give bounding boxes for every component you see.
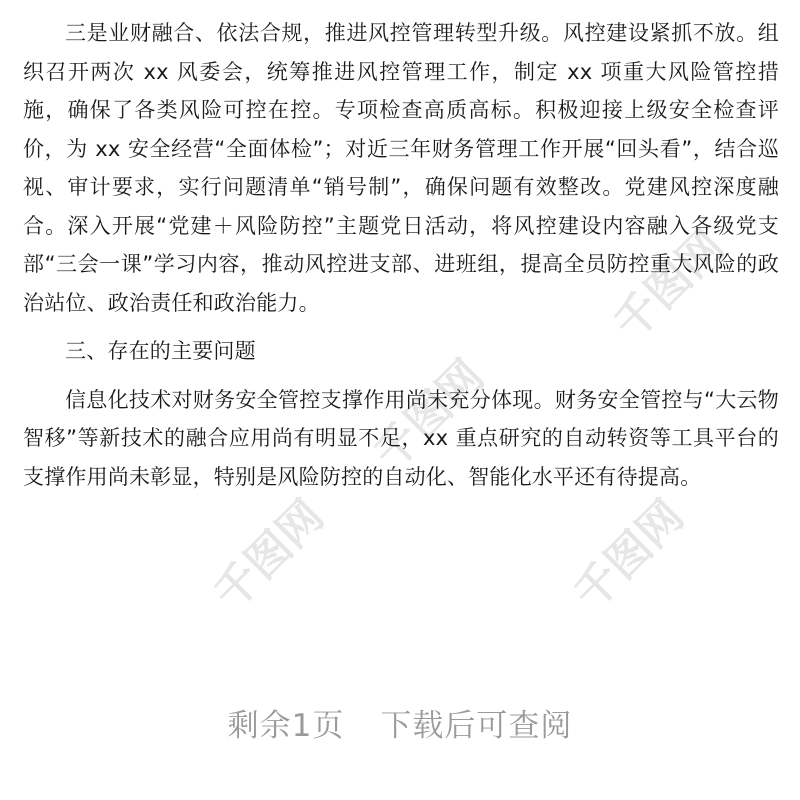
document-body — [23, 14, 779, 496]
watermark: 千图网 — [205, 491, 334, 620]
watermark: 千图网 — [365, 351, 494, 480]
remaining-pages-banner[interactable] — [0, 700, 800, 745]
watermark: 千图网 — [565, 491, 694, 620]
section-heading: 三、存在的主要问题 — [65, 339, 256, 363]
remaining-pages-label: 剩余1页 — [227, 708, 345, 744]
download-prompt-link[interactable]: 下载后可查阅 — [380, 708, 573, 744]
paragraph-risk-control: 三是业财融合、依法合规，推进风控管理转型升级。风控建设紧抓不放。组织召开两次 xx 风委会，统筹推进风控管理工作，制定 xx 项重大风险管控措施，确保了各类风险可控在控。专项检查高质高标。积极迎接上级安全检查评价，为 xx 安全经营“全面体检”；对近三年财务管理工作开展“回头看”，结合巡视、审计要求，实行问题清单“销号制”，确保问题有效整改。党建风控深度融合。深入开展“党建＋风险防控”主题党日活动，将风控建设内容融入各级党支部“三会一课”学习内容，推动风控进支部、进班组，提高全员防控重大风险的政治站位、政治责任和政治能力。 — [23, 21, 779, 315]
watermark: 千图网 — [605, 221, 734, 350]
paragraph-problems: 信息化技术对财务安全管控支撑作用尚未充分体现。财务安全管控与“大云物智移”等新技术的融合应用尚有明显不足，xx 重点研究的自动转资等工具平台的支撑作用尚未彰显，特别是风险防控的自动化、智能化水平还有待提高。 — [23, 387, 779, 489]
